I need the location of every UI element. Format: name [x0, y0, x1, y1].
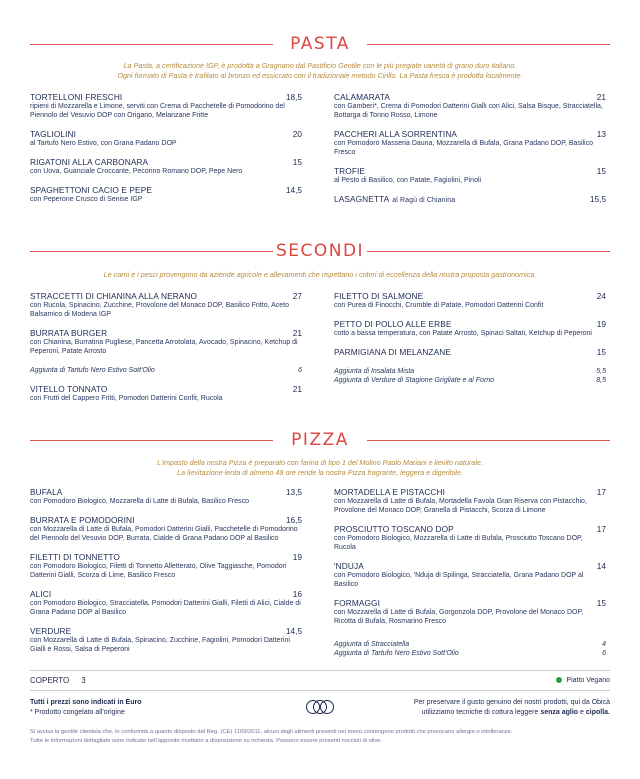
menu-item-price: 27	[292, 291, 302, 301]
menu-item-price: 13	[596, 129, 606, 139]
menu-item-name	[30, 589, 51, 599]
menu-item-name	[30, 626, 71, 636]
menu-item-name	[30, 129, 76, 139]
menu-item-row	[30, 92, 302, 102]
menu-item-price: 15	[596, 166, 606, 176]
menu-addon	[334, 649, 606, 658]
price-notes	[30, 698, 141, 717]
menu-item-title: 'NDUJA	[334, 561, 364, 571]
menu-item-title: PETTO DI POLLO ALLE ERBE	[334, 319, 452, 329]
obica-logo-icon	[304, 699, 336, 715]
intro-line: Ogni formato di Pasta è trafilato al bronzo ed essiccato con il tradizionale metodo Cirillo. La Pasta fresca è prodotta localmente.	[117, 71, 523, 80]
menu-item-price: 21	[292, 384, 302, 394]
menu-item-name	[334, 166, 365, 176]
section-title-pasta: PASTA	[290, 34, 350, 54]
menu-item-price: 20	[292, 129, 302, 139]
addon-price: 6	[602, 650, 606, 657]
intro-line: La lievitazione lenta di almeno 48 ore rende la nostra Pizza fragrante, leggera e digeribile.	[177, 468, 463, 477]
menu-item-title: TAGLIOLINI	[30, 129, 77, 139]
menu-item-title: RIGATONI ALLA CARBONARA	[30, 157, 149, 167]
menu-item-description: con Rucola, Spinacino, Zucchine, Provolone del Monaco DOP, Basilico Fritto, Aceto Balsamico di Modena IGP	[30, 302, 290, 318]
coperto-price: 3	[81, 676, 86, 685]
menu-item-name	[334, 92, 390, 102]
menu-item-row	[30, 328, 302, 338]
pasta-left-column	[30, 92, 302, 213]
menu-item-name	[30, 92, 122, 102]
intro-line: Le carni e i pesci provengono da aziende agricole e allevamenti che rispettano i criteri di eccellenza della nostra proposta gastronomica.	[103, 270, 537, 279]
menu-item	[30, 589, 302, 617]
no-garlic: senza aglio	[540, 708, 579, 716]
pasta-right-column	[334, 92, 606, 213]
menu-item-description: con Uova, Guanciale Croccante, Pecorino Romano DOP, Pepe Nero	[30, 168, 243, 175]
menu-item-title: PARMIGIANA DI MELANZANE	[334, 347, 451, 357]
menu-item-title: FORMAGGI	[334, 598, 380, 608]
menu-item-price: 15	[596, 347, 606, 357]
spacer	[334, 357, 606, 367]
section-title-pizza: PIZZA	[291, 430, 349, 450]
menu-item	[334, 524, 606, 552]
menu-item-row	[30, 129, 302, 139]
menu-addon	[30, 366, 302, 375]
divider	[367, 44, 610, 45]
menu-item-description: con Mozzarella di Latte di Bufala, Mortadella Favola Gran Riserva con Pistacchio, Provolone del Monaco DOP, Granella di Pistacchi, Scorza di Limone	[334, 498, 587, 514]
pizza-intro	[30, 458, 610, 478]
menu-item-price: 14,5	[285, 626, 302, 636]
menu-item-title: PACCHERI ALLA SORRENTINA	[334, 129, 458, 139]
menu-item-row	[334, 561, 606, 571]
addon-label: Aggiunta di Verdure di Stagione Grigliate e al Forno	[334, 377, 495, 384]
menu-item-description: ripieni di Mozzarella e Limone, serviti con Crema di Pacchetelle di Pomodorino del Piennolo del Vesuvio DOP con Origano, Melanzane Fritte	[30, 103, 285, 119]
menu-item-row	[30, 157, 302, 167]
menu-item-name	[334, 319, 452, 329]
addon-label: Aggiunta di Stracciatella	[334, 641, 410, 648]
menu-item-inline-desc: al Ragù di Chianina	[392, 197, 456, 204]
menu-item-description: cotto a bassa temperatura, con Patate Arrosto, Spinaci Saltati, Ketchup di Peperoni	[334, 330, 592, 337]
menu-item-title: VITELLO TONNATO	[30, 384, 108, 394]
menu-item-title: BURRATA BURGER	[30, 328, 108, 338]
menu-item-description: con Pomodoro Biologico, Stracciatella, Pomodori Datterini Gialli, Filetti di Alici, Cialde di Grana Padano DOP al Basilico	[30, 600, 301, 616]
menu-item-row	[30, 384, 302, 394]
menu-item-name	[334, 291, 423, 301]
menu-item	[30, 552, 302, 580]
menu-item-title: VERDURE	[30, 626, 72, 636]
section-title-secondi: SECONDI	[275, 241, 365, 261]
addon-label: Aggiunta di Tartufo Nero Estivo Sott'Olio	[334, 650, 459, 657]
menu-item-row	[334, 524, 606, 534]
menu-item	[30, 157, 302, 176]
spacer	[30, 356, 302, 366]
menu-item-price: 14	[596, 561, 606, 571]
menu-item	[30, 92, 302, 120]
menu-item-name	[30, 552, 120, 562]
menu-item-price: 21	[292, 328, 302, 338]
disclaimer-line: Tutte le informazioni dettagliate sono indicate nell'apposito ricettario a disposizione su richiesta. Possono essere presenti noccioli di olive.	[30, 737, 383, 744]
menu-item	[30, 328, 302, 375]
menu-item-title: BURRATA E POMODORINI	[30, 515, 135, 525]
addon-price: 5,5	[596, 368, 606, 375]
menu-item-row	[30, 552, 302, 562]
addon-price: 4	[602, 641, 606, 648]
conjunction: e	[578, 708, 586, 716]
menu-item-description: con Pomodoro Biologico, Filetti di Tonnetto Alletterato, Olive Taggiasche, Pomodori Datterini Gialli, Scorza di Lime, Basilico Fresco	[30, 563, 287, 579]
menu-item	[30, 129, 302, 148]
secondi-right-column	[334, 291, 606, 394]
divider	[30, 670, 610, 671]
menu-item-price: 21	[596, 92, 606, 102]
menu-item-name	[334, 598, 380, 608]
pasta-header	[30, 34, 610, 54]
menu-addon	[334, 640, 606, 649]
menu-addon	[334, 376, 606, 385]
addon-label: Aggiunta di Tartufo Nero Estivo Sott'Olio	[30, 367, 155, 374]
menu-item-row	[334, 487, 606, 497]
menu-item-description: con Mozzarella di Latte di Bufala, Gorgonzola DOP, Provolone del Monaco DOP, Ricotta di Bufala, Rosmarino Fresco	[334, 609, 584, 625]
divider	[367, 440, 610, 441]
menu-item-title: SPAGHETTONI CACIO E PEPE	[30, 185, 152, 195]
menu-item-price: 13,5	[285, 487, 302, 497]
menu-item-title: CALAMARATA	[334, 92, 391, 102]
menu-item-description: con Gamberi*, Crema di Pomodori Datterini Gialli con Alici, Salsa Bisque, Stracciatella, Bottarga di Tonno Rosso, Limone	[334, 103, 603, 119]
menu-item-price: 16	[292, 589, 302, 599]
menu-item	[334, 347, 606, 385]
divider	[367, 251, 610, 252]
cooking-note-line: utilizziamo tecniche di cottura leggere	[421, 708, 541, 716]
menu-item-name	[334, 524, 454, 534]
coperto	[30, 676, 86, 685]
menu-item-title: STRACCETTI DI CHIANINA ALLA NERANO	[30, 291, 198, 301]
menu-item-name	[30, 185, 152, 195]
menu-item-description: al Pesto di Basilico, con Patate, Fagiolini, Pinoli	[334, 177, 482, 184]
menu-item-row	[334, 194, 606, 204]
menu-item	[334, 561, 606, 589]
menu-item-price: 16,5	[285, 515, 302, 525]
menu-item-description: al Tartufo Nero Estivo, con Grana Padano DOP	[30, 140, 177, 147]
vegan-dot-icon	[556, 677, 562, 683]
vegan-label: Piatto Vegano	[566, 677, 610, 684]
menu-item	[334, 92, 606, 120]
menu-item-price: 19	[292, 552, 302, 562]
addon-price: 8,5	[596, 377, 606, 384]
menu-item	[334, 166, 606, 185]
addon-label: Aggiunta di Insalata Mista	[334, 368, 415, 375]
menu-item-price: 17	[596, 524, 606, 534]
cooking-note	[380, 698, 610, 717]
menu-item-price: 15,5	[589, 194, 606, 204]
disclaimer-line: Si avvisa la gentile clientela che, in conformità a quanto disposto dal Reg. (CE) 1169/2011, alcuni degli alimenti presenti nel menù contengono prodotti che provocano allergie o intolleranze.	[30, 729, 513, 735]
menu-addon	[334, 367, 606, 376]
menu-item-name	[334, 347, 451, 357]
menu-item	[334, 487, 606, 515]
menu-item	[30, 515, 302, 543]
menu-item-title: BUFALA	[30, 487, 63, 497]
vegan-legend	[556, 677, 610, 684]
menu-item-description: con Pomodoro Biologico, 'Nduja di Spilinga, Stracciatella, Grana Padano DOP al Basilico	[334, 572, 584, 588]
menu-item	[30, 384, 302, 403]
menu-item-row	[30, 291, 302, 301]
menu-item-name	[30, 157, 148, 167]
cooking-note-line: Per preservare il gusto genuino dei nostri prodotti, qui da Obicà	[413, 699, 610, 706]
divider	[30, 690, 610, 691]
menu-item-price: 18,5	[285, 92, 302, 102]
menu-item-title: MORTADELLA E PISTACCHI	[334, 487, 446, 497]
menu-item-row	[30, 487, 302, 497]
menu-item-price: 17	[596, 487, 606, 497]
menu-item-name	[30, 487, 62, 497]
menu-item-name	[30, 291, 197, 301]
menu-item	[334, 129, 606, 157]
menu-item-row	[30, 589, 302, 599]
intro-line: La Pasta, a certificazione IGP, è prodotta a Gragnano dal Pastificio Gentile con le più pregiate varietà di grano duro italiano.	[123, 61, 517, 70]
menu-item-row	[334, 347, 606, 357]
allergen-disclaimer	[30, 728, 610, 745]
menu-item	[334, 291, 606, 310]
menu-item-row	[30, 626, 302, 636]
menu-item-row	[334, 92, 606, 102]
menu-item-row	[334, 291, 606, 301]
menu-item-price: 15	[596, 598, 606, 608]
menu-item-name	[30, 328, 107, 338]
menu-item-description: con Purea di Finocchi, Crumble di Patate, Pomodori Datterini Confit	[334, 302, 544, 309]
pizza-header	[30, 430, 610, 450]
menu-item-row	[334, 319, 606, 329]
menu-item	[334, 598, 606, 626]
menu-item-price: 19	[596, 319, 606, 329]
frozen-note: * Prodotto congelato all'origine	[30, 708, 125, 716]
no-onion: cipolla.	[585, 708, 610, 716]
menu-item-title: TROFIE	[334, 166, 366, 176]
menu-item-description: con Pomodoro Biologico, Mozzarella di Latte di Bufala, Basilico Fresco	[30, 498, 250, 505]
secondi-header	[30, 241, 610, 261]
menu-item-title: FILETTO DI SALMONE	[334, 291, 424, 301]
menu-item	[30, 185, 302, 204]
menu-item-description: con Pomodoro Biologico, Mozzarella di Latte di Bufala, Prosciutto Toscano DOP, Rucola	[334, 535, 583, 551]
menu-item	[30, 487, 302, 506]
menu-item-name	[334, 129, 457, 139]
menu-item-description: con Chianina, Burratina Pugliese, Pancetta Arrotolata, Avocado, Spinacino, Ketchup di Peperoni, Patate Arrosto	[30, 339, 298, 355]
menu-item-title: TORTELLONI FRESCHI	[30, 92, 123, 102]
secondi-intro	[30, 270, 610, 280]
menu-item	[30, 626, 302, 654]
menu-item	[30, 291, 302, 319]
menu-item-title: FILETTI DI TONNETTO	[30, 552, 120, 562]
menu-item-name	[30, 515, 135, 525]
menu-item	[334, 194, 606, 204]
menu-item-row	[334, 598, 606, 608]
menu-item-description: con Pomodoro Masseria Dauna, Mozzarella di Bufala, Grana Padano DOP, Basilico Fresco	[334, 140, 594, 156]
pizza-right-column	[334, 487, 606, 667]
intro-line: L'impasto della nostra Pizza è preparato con farina di tipo 1 del Molino Paolo Mariani e lievito naturale.	[157, 458, 483, 467]
menu-item-description: con Mozzarella di Latte di Bufala, Spinacino, Zucchine, Fagiolini, Pomodori Datterini Gialli e Rossi, Salsa di Peperoni	[30, 637, 290, 653]
menu-item-name	[334, 487, 445, 497]
menu-item-row	[334, 129, 606, 139]
menu-item-row	[334, 166, 606, 176]
menu-item-name	[334, 194, 455, 204]
menu-item	[334, 640, 606, 658]
menu-item-title: LASAGNETTA	[334, 194, 390, 204]
prices-note: Tutti i prezzi sono indicati in Euro	[30, 699, 142, 706]
menu-item-description: con Frutti del Cappero Fritti, Pomodori Datterini Confit, Rucola	[30, 395, 223, 402]
menu-item-price: 24	[596, 291, 606, 301]
coperto-label: COPERTO	[30, 676, 70, 685]
menu-item-title: PROSCIUTTO TOSCANO DOP	[334, 524, 454, 534]
menu-item-row	[30, 185, 302, 195]
addon-price: 6	[298, 367, 302, 374]
menu-item-description: con Mozzarella di Latte di Bufala, Pomodori Datterini Gialli, Pacchetelle di Pomodorino del Piennolo del Vesuvio DOP, Burrata, Cialde di Grana Padano DOP al Basilico	[30, 526, 298, 542]
menu-item	[334, 319, 606, 338]
menu-item-title: ALICI	[30, 589, 52, 599]
menu-item-name	[334, 561, 364, 571]
menu-item-price: 14,5	[285, 185, 302, 195]
menu-item-description: con Peperone Crusco di Senise IGP	[30, 196, 143, 203]
menu-item-row	[30, 515, 302, 525]
menu-item-name	[30, 384, 107, 394]
menu-item-price: 15	[292, 157, 302, 167]
pizza-left-column	[30, 487, 302, 663]
pasta-intro	[30, 61, 610, 81]
secondi-left-column	[30, 291, 302, 412]
